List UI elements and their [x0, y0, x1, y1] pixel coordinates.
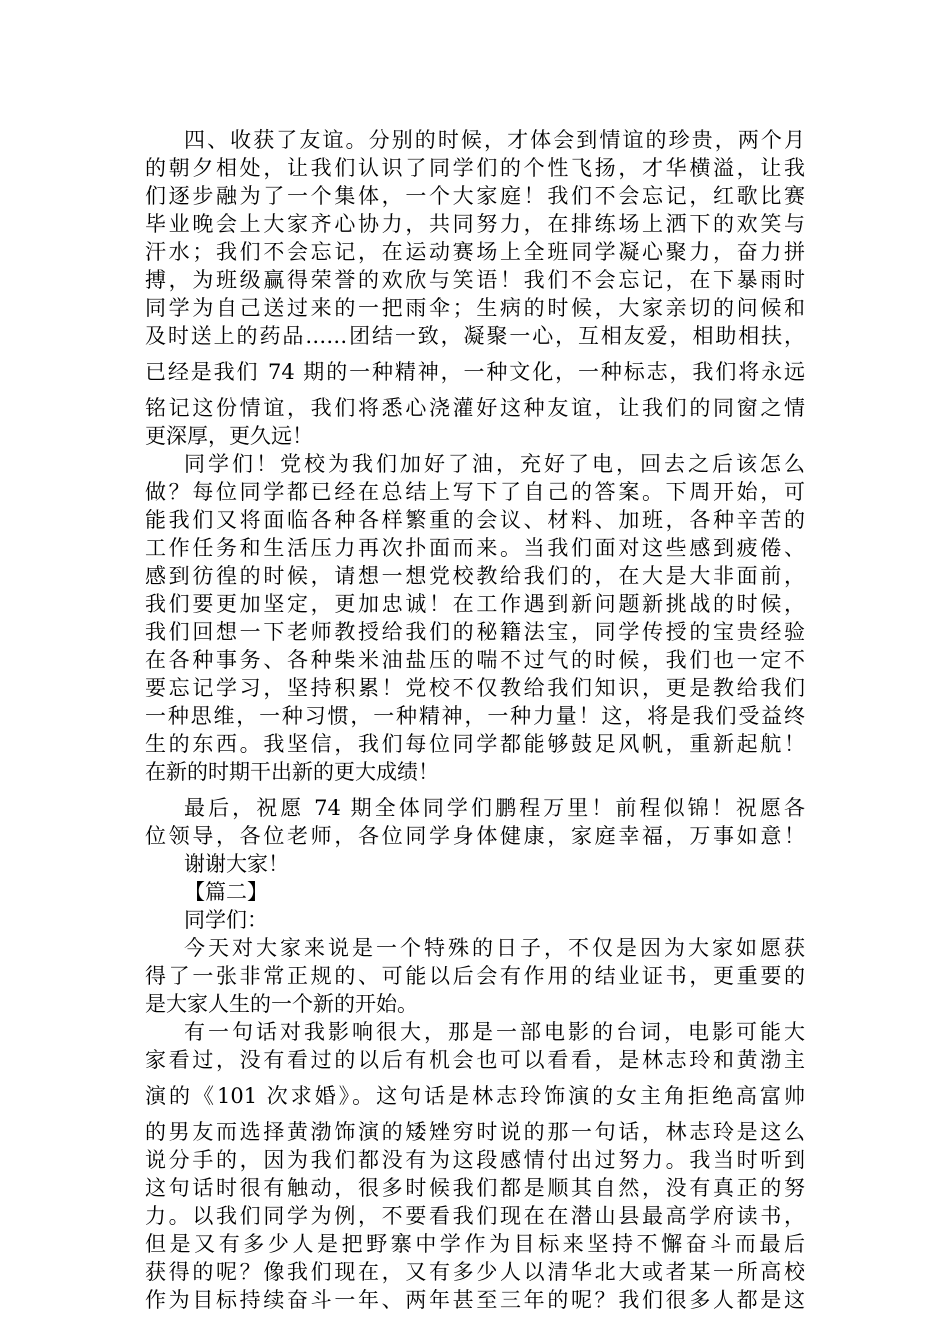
text-line: 今天对大家来说是一个特殊的日子，不仅是因为大家如愿获: [184, 936, 805, 960]
text-line: 一种思维，一种习惯，一种精神，一种力量！这，将是我们受益终: [145, 704, 805, 728]
text-line: 更深厚，更久远！: [145, 424, 313, 448]
text-line: 铭记这份情谊，我们将悉心浇灌好这种友谊，让我们的同窗之情: [145, 396, 805, 420]
text-line: 有一句话对我影响很大，那是一部电影的台词，电影可能大: [184, 1020, 805, 1044]
text-line: 感到彷徨的时候，请想一想党校教给我们的，在大是大非面前，: [145, 564, 805, 588]
text-line: 们逐步融为了一个集体，一个大家庭！我们不会忘记，红歌比赛: [145, 184, 805, 208]
text-line: 演的《101 次求婚》。这句话是林志玲饰演的女主角拒绝高富帅: [145, 1084, 805, 1108]
text-line: 作为目标持续奋斗一年、两年甚至三年的呢？我们很多人都是这: [145, 1288, 805, 1312]
text-line: 我们回想一下老师教授给我们的秘籍法宝，同学传授的宝贵经验: [145, 620, 805, 644]
text-line: 已经是我们 74 期的一种精神，一种文化，一种标志，我们将永远: [145, 360, 805, 384]
text-line: 但是又有多少人是把野寨中学作为目标来坚持不懈奋斗而最后: [145, 1232, 805, 1256]
text-line: 在各种事务、各种柴米油盐压的喘不过气的时候，我们也一定不: [145, 648, 805, 672]
text-line: 谢谢大家！: [184, 852, 289, 876]
text-line: 毕业晚会上大家齐心协力，共同努力，在排练场上洒下的欢笑与: [145, 212, 805, 236]
text-line: 生的东西。我坚信，我们每位同学都能够鼓足风帆，重新起航！: [145, 732, 805, 756]
text-line: 得了一张非常正规的、可能以后会有作用的结业证书，更重要的: [145, 964, 805, 988]
text-line: 同学为自己送过来的一把雨伞；生病的时候，大家亲切的问候和: [145, 296, 805, 320]
text-line: 最后，祝愿 74 期全体同学们鹏程万里！前程似锦！祝愿各: [184, 796, 805, 820]
text-line: 汗水；我们不会忘记，在运动赛场上全班同学凝心聚力，奋力拼: [145, 240, 805, 264]
text-line: 获得的呢？像我们现在，又有多少人以清华北大或者某一所高校: [145, 1260, 805, 1284]
text-line: 的朝夕相处，让我们认识了同学们的个性飞扬，才华横溢，让我: [145, 156, 805, 180]
text-line: 家看过，没有看过的以后有机会也可以看看，是林志玲和黄渤主: [145, 1048, 805, 1072]
text-line: 我们要更加坚定，更加忠诚！在工作遇到新问题新挑战的时候，: [145, 592, 805, 616]
text-line: 搏，为班级赢得荣誉的欢欣与笑语！我们不会忘记，在下暴雨时: [145, 268, 805, 292]
text-line: 要忘记学习，坚持积累！党校不仅教给我们知识，更是教给我们: [145, 676, 805, 700]
text-line: 位领导，各位老师，各位同学身体健康，家庭幸福，万事如意！: [145, 824, 805, 848]
text-line: 的男友而选择黄渤饰演的矮矬穷时说的那一句话，林志玲是这么: [145, 1120, 805, 1144]
text-line: 是大家人生的一个新的开始。: [145, 992, 418, 1016]
text-line: 在新的时期干出新的更大成绩！: [145, 760, 439, 784]
text-line: 说分手的，因为我们都没有为这段感情付出过努力。我当时听到: [145, 1148, 805, 1172]
text-line: 能我们又将面临各种各样繁重的会议、材料、加班，各种辛苦的: [145, 508, 805, 532]
text-line: 同学们！党校为我们加好了油，充好了电，回去之后该怎么: [184, 452, 805, 476]
text-line: 四、收获了友谊。分别的时候，才体会到情谊的珍贵，两个月: [184, 128, 805, 152]
text-line: 【篇二】: [184, 880, 268, 904]
text-line: 同学们：: [184, 908, 268, 932]
text-line: 做？每位同学都已经在总结上写下了自己的答案。下周开始，可: [145, 480, 805, 504]
text-line: 及时送上的药品……团结一致，凝聚一心，互相友爱，相助相扶，: [145, 324, 805, 348]
text-line: 力。以我们同学为例，不要看我们现在在潜山县最高学府读书，: [145, 1204, 805, 1228]
text-line: 工作任务和生活压力再次扑面而来。当我们面对这些感到疲倦、: [145, 536, 805, 560]
text-line: 这句话时很有触动，很多时候我们都是顺其自然，没有真正的努: [145, 1176, 805, 1200]
